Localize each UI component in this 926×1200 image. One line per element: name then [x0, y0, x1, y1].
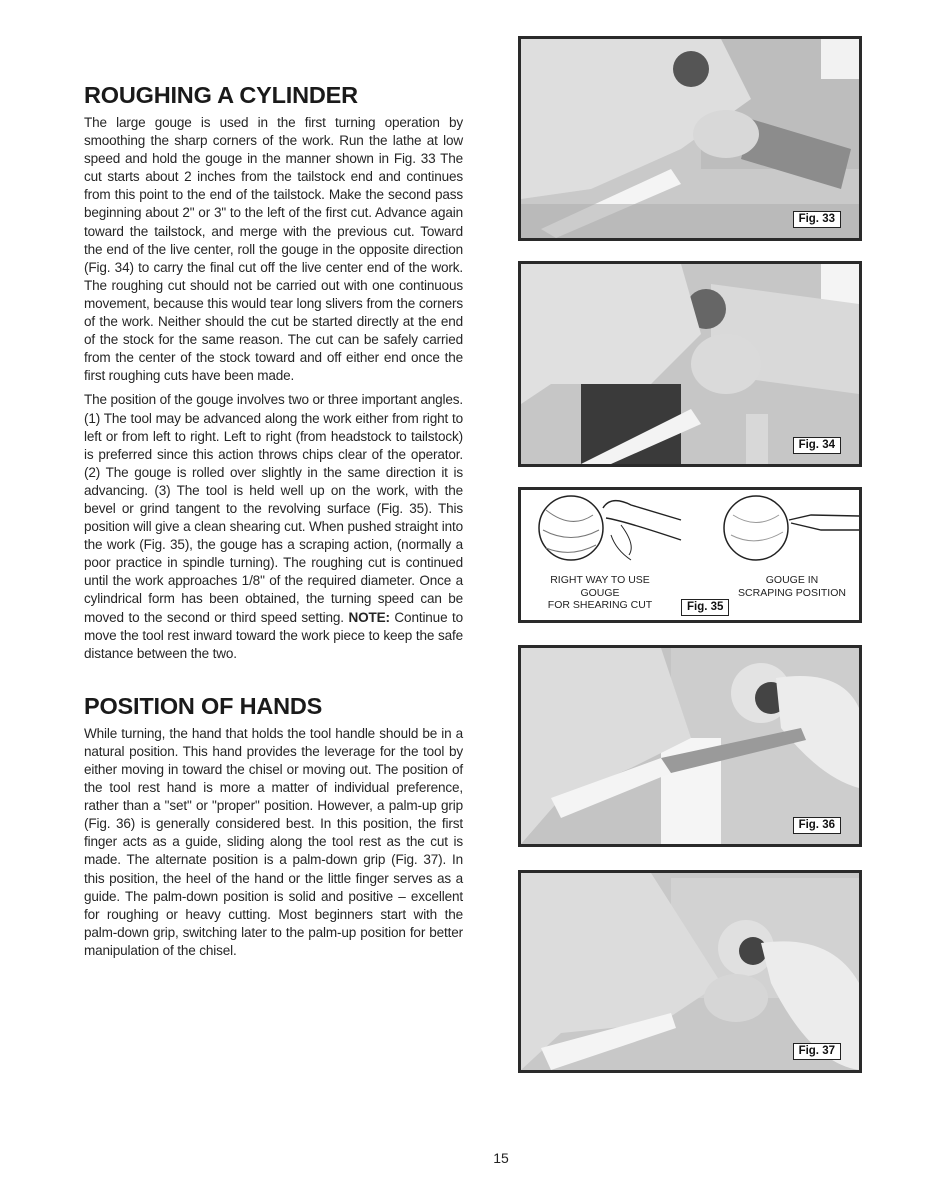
figure-36-photo — [518, 645, 862, 847]
figure-35-diagram — [518, 487, 862, 623]
figure-label: Fig. 36 — [793, 817, 841, 834]
section-heading-hands: POSITION OF HANDS — [84, 692, 323, 719]
paragraph: The large gouge is used in the first turning operation by smoothing the sharp corners of the work. Run the lathe at low speed and hold the gouge in the manner shown in Fig. 33 The cut starts about 2 inches from the tailstock end and continues from this point to the end of the tailstock. Make the second pass beginning about 2" or 3" to the left of the first cut. Advance again toward the tailstock, and merge with the previous cut. Toward the end of the live center, roll the gouge in the opposite direction (Fig. 34) to carry the final cut off the live center end of the work. The roughing cut should not be carried out with one continuous movement, because this would tear long slivers from the corners of the work. Neither should the cut be started directly at the end of the stock for the same reason. The cut can be safely carried from the center of the stock toward and off either end once the first roughing cuts have been made. — [84, 115, 463, 384]
page-number: 15 — [493, 1150, 509, 1166]
note-text: Continue to move the tool rest inward toward the work piece to keep the safe distance between the two. — [84, 609, 463, 661]
figure-label: Fig. 33 — [793, 211, 841, 228]
note-label: NOTE: — [348, 609, 390, 625]
caption-line: FOR SHEARING CUT — [547, 599, 653, 611]
lathe-gouge-photo-icon — [521, 39, 859, 238]
figure-label: Fig. 34 — [793, 437, 841, 454]
palm-up-grip-photo-icon — [521, 648, 859, 844]
palm-down-grip-photo-icon — [521, 873, 859, 1070]
section-heading-roughing: ROUGHING A CYLINDER — [84, 82, 358, 108]
paragraph — [84, 391, 463, 662]
figure-37-photo — [518, 870, 862, 1073]
caption-line: SCRAPING POSITION — [738, 586, 846, 599]
paragraph: While turning, the hand that holds the tool handle should be in a natural position. This hand provides the leverage for the tool by either moving in toward the chisel or moving out. The position of the tool rest hand is more a matter of individual preference, rather than a "set" or "proper" position. However, a palm-up grip (Fig. 36) is generally considered best. In this position, the first finger acts as a guide, sliding along the tool rest as the cut is made. The alternate position is a palm-down grip (Fig. 37). In this position, the heel of the hand or the little finger serves as a guide. The palm-down position is solid and positive – excellent for roughing or heavy cutting. Most beginners start with the palm-down grip, switching later to the palm-up position for better manipulation of the chisel. — [84, 725, 463, 958]
figure-33-photo — [518, 36, 862, 241]
figure-35-caption-left — [535, 574, 665, 612]
paragraph-text: The position of the gouge involves two or three important angles. (1) The tool may be advanced along the work either from right to left or from left to right. Left to right (from headstock to tailstock) is preferred since this action throws chips clear of the operator. (2) The gouge is rolled over slightly in the same direction it is advancing. (3) The tool is held well up on the work, with the bevel or grind tangent to the revolving surface (Fig. 35). This position will give a clean shearing cut. When pushed straight into the work (Fig. 35), the gouge has a scraping action, (normally a poor practice in spindle turning). The roughing cut is continued until the work approaches 1/8" of the required diameter. Once a cylindrical form has been obtained, the turning speed can be moved to the second or third speed setting. — [84, 392, 463, 625]
lathe-gouge-roll-photo-icon — [521, 264, 859, 464]
figure-label: Fig. 37 — [793, 1043, 841, 1060]
text-column — [84, 80, 463, 966]
figure-label: Fig. 35 — [681, 599, 729, 616]
figure-35-caption-right — [733, 574, 851, 599]
caption-line: RIGHT WAY TO USE GOUGE — [550, 574, 650, 599]
caption-line: GOUGE IN — [765, 574, 819, 586]
figure-34-photo — [518, 261, 862, 467]
